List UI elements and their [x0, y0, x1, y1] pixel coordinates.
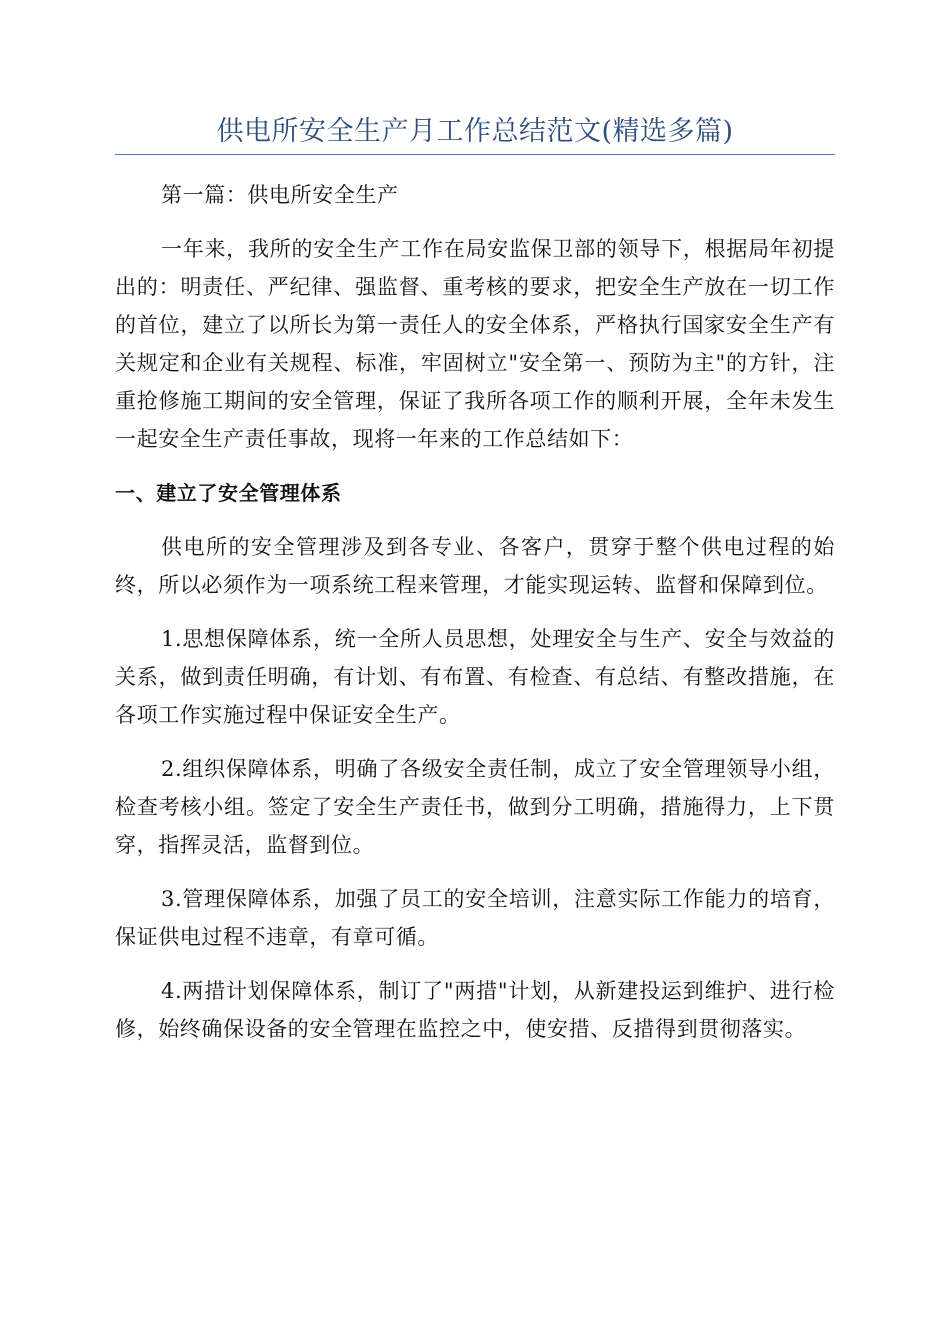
title-underline	[115, 154, 835, 155]
paragraph-spacer	[115, 214, 835, 230]
intro-paragraph: 一年来，我所的安全生产工作在局安监保卫部的领导下，根据局年初提出的：明责任、严纪律、强监督、重考核的要求，把安全生产放在一切工作的首位，建立了以所长为第一责任人的安全体系，严格执行国家安全生产有关规定和企业有关规程、标准，牢固树立"安全第一、预防为主"的方针，注重抢修施工期间的安全管理，保证了我所各项工作的顺利开展，全年未发生一起安全生产责任事故，现将一年来的工作总结如下：	[115, 237, 835, 451]
paragraph-spacer	[115, 458, 835, 474]
chapter-subtitle: 第一篇：供电所安全生产	[161, 183, 399, 207]
list-item-paragraph: 4.两措计划保障体系，制订了"两措"计划，从新建投运到维护、进行检修，始终确保设备的安全管理在监控之中，使安措、反措得到贯彻落实。	[115, 979, 835, 1041]
document-body	[115, 176, 835, 1048]
list-item-paragraph: 1.思想保障体系，统一全所人员思想，处理安全与生产、安全与效益的关系，做到责任明确，有计划、有布置、有检查、有总结、有整改措施，在各项工作实施过程中保证安全生产。	[115, 627, 835, 727]
paragraph-spacer	[115, 604, 835, 620]
paragraph-spacer	[115, 864, 835, 880]
list-item-paragraph: 3.管理保障体系，加强了员工的安全培训，注意实际工作能力的培育，保证供电过程不违章，有章可循。	[115, 887, 835, 949]
paragraph-spacer	[115, 512, 835, 528]
section-heading: 一、建立了安全管理体系	[115, 481, 342, 505]
document-title: 供电所安全生产月工作总结范文(精选多篇)	[216, 116, 734, 147]
paragraph-spacer	[115, 734, 835, 750]
section-intro-paragraph: 供电所的安全管理涉及到各专业、各客户，贯穿于整个供电过程的始终，所以必须作为一项系统工程来管理，才能实现运转、监督和保障到位。	[115, 535, 835, 597]
list-item-paragraph: 2.组织保障体系，明确了各级安全责任制，成立了安全管理领导小组，检查考核小组。签定了安全生产责任书，做到分工明确，措施得力，上下贯穿，指挥灵活，监督到位。	[115, 757, 835, 857]
paragraph-spacer	[115, 956, 835, 972]
